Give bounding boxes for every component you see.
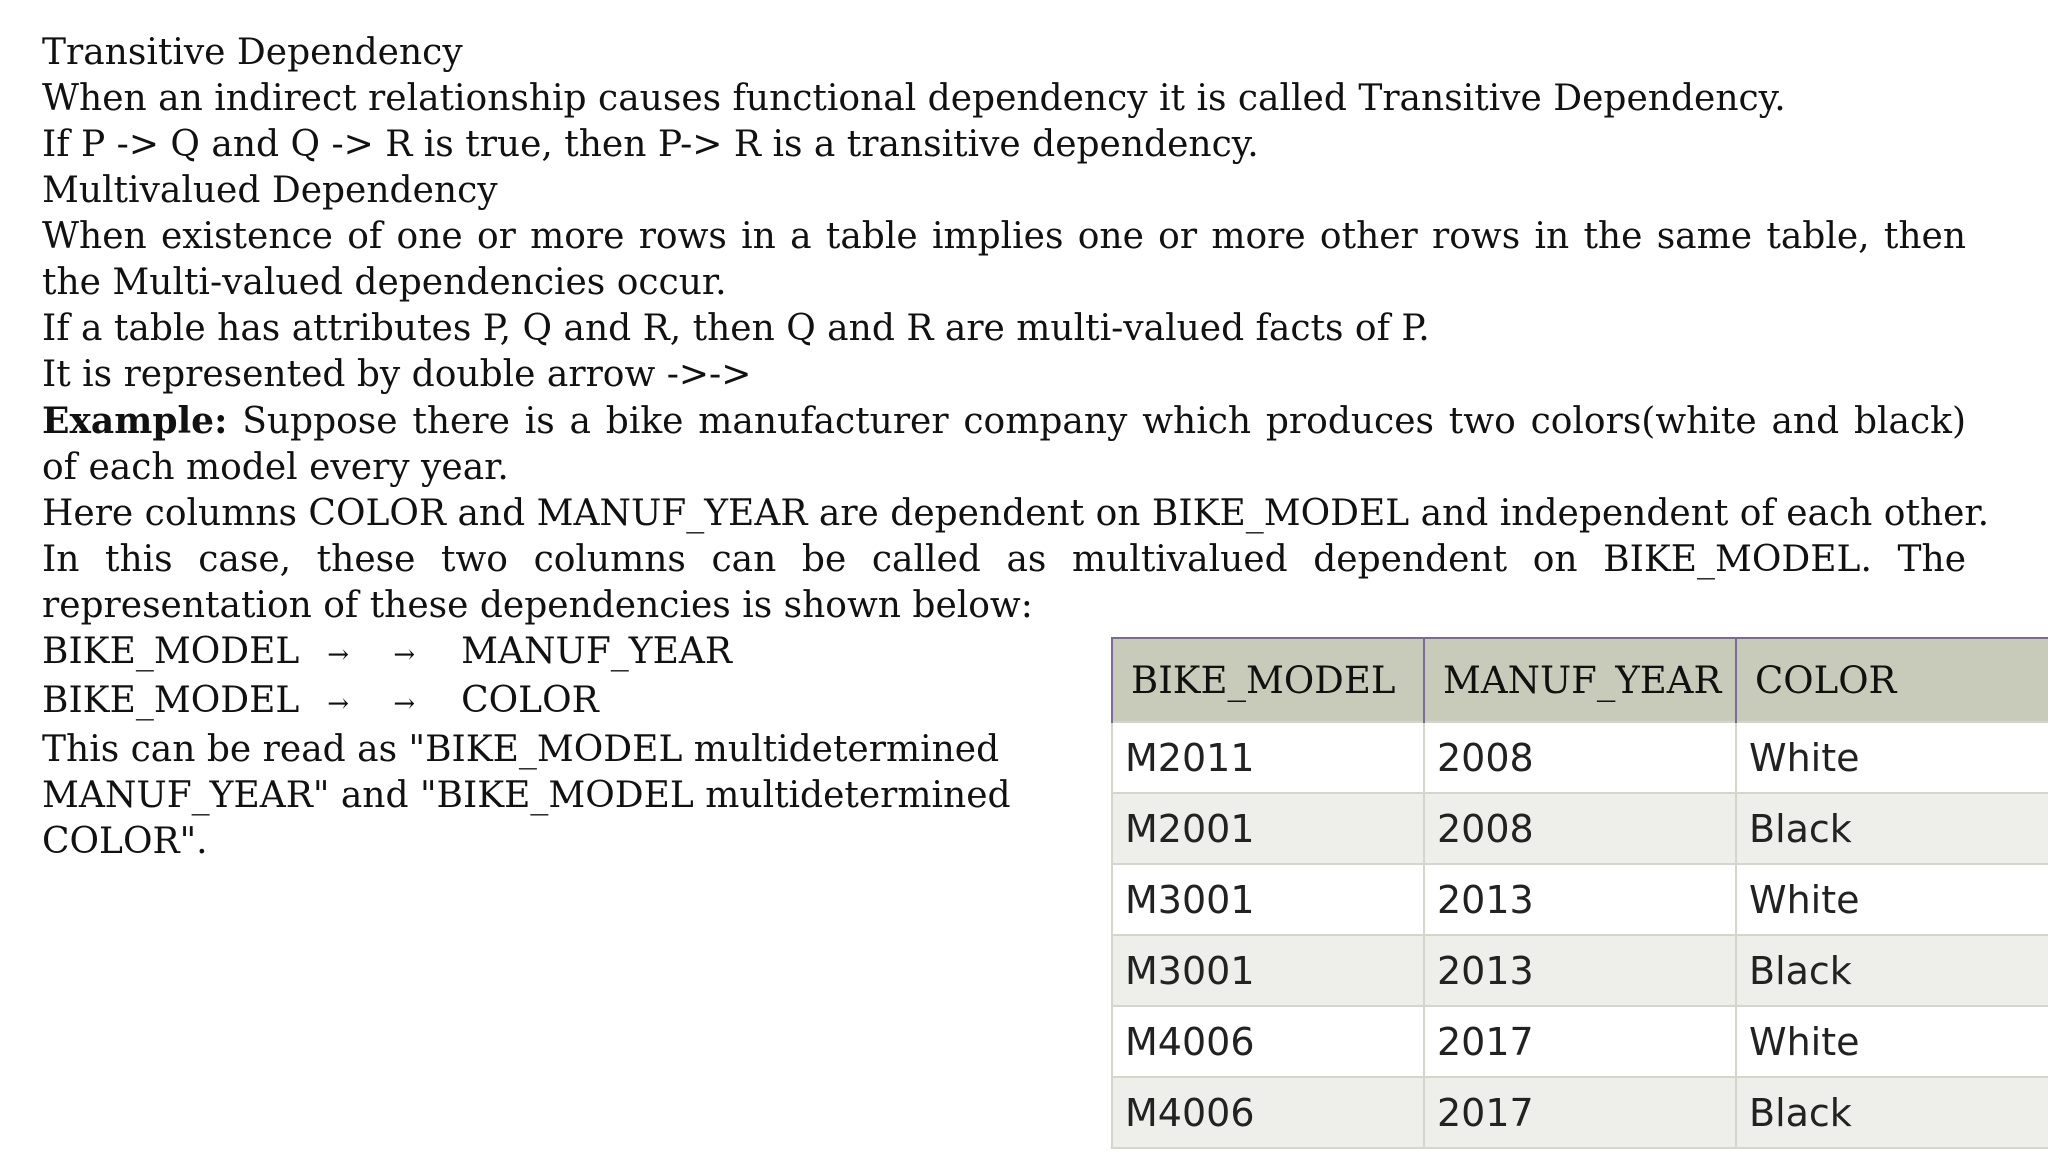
dependency-left: BIKE_MODEL — [42, 631, 300, 672]
multidetermined-note: This can be read as "BIKE_MODEL multidetermined MANUF_YEAR" and "BIKE_MODEL multidetermined COLOR". — [42, 729, 1011, 862]
column-header-color: COLOR — [1736, 638, 2048, 722]
multivalued-definition: When existence of one or more rows in a table implies one or more other rows in the same table, then the Multi-valued dependencies occur. — [42, 216, 1966, 303]
cell-manuf-year: 2008 — [1424, 793, 1736, 864]
cell-bike-model: M2001 — [1112, 793, 1424, 864]
cell-manuf-year: 2013 — [1424, 935, 1736, 1006]
transitive-example: If P -> Q and Q -> R is true, then P-> R is a transitive dependency. — [42, 124, 1259, 165]
cell-manuf-year: 2017 — [1424, 1006, 1736, 1077]
heading-multivalued-dependency: Multivalued Dependency — [42, 170, 498, 211]
cell-color: Black — [1736, 935, 2048, 1006]
example-label: Example: — [42, 400, 228, 442]
cell-color: White — [1736, 864, 2048, 935]
cell-color: White — [1736, 1006, 2048, 1077]
multivalued-notation: It is represented by double arrow ->-> — [42, 354, 752, 395]
cell-bike-model: M3001 — [1112, 864, 1424, 935]
column-header-bike-model: BIKE_MODEL — [1112, 638, 1424, 722]
example-text: Suppose there is a bike manufacturer company which produces two colors(white and black) of each model every year. — [42, 401, 1966, 488]
multivalued-attributes: If a table has attributes P, Q and R, then Q and R are multi-valued facts of P. — [42, 308, 1430, 349]
table-header-row — [1112, 638, 2048, 722]
transitive-definition: When an indirect relationship causes functional dependency it is called Transitive Dependency. — [42, 78, 1786, 119]
columns-dependency-note: Here columns COLOR and MANUF_YEAR are dependent on BIKE_MODEL and independent of each other. — [42, 493, 1990, 534]
cell-manuf-year: 2008 — [1424, 722, 1736, 793]
table-row — [1112, 864, 2048, 935]
heading-transitive-dependency: Transitive Dependency — [42, 32, 463, 73]
cell-color: Black — [1736, 1077, 2048, 1148]
table-row — [1112, 1006, 2048, 1077]
representation-paragraph: In this case, these two columns can be called as multivalued dependent on BIKE_MODEL. The representation of these dependencies is shown below: — [42, 539, 1966, 626]
cell-bike-model: M3001 — [1112, 935, 1424, 1006]
dependency-right: COLOR — [461, 680, 599, 721]
cell-bike-model: M4006 — [1112, 1077, 1424, 1148]
dependency-right: MANUF_YEAR — [461, 631, 732, 672]
example-paragraph — [42, 398, 1966, 491]
double-arrow-icon: → → — [327, 689, 434, 719]
dependency-left: BIKE_MODEL — [42, 680, 300, 721]
table-row — [1112, 793, 2048, 864]
cell-color: White — [1736, 722, 2048, 793]
cell-bike-model: M2011 — [1112, 722, 1424, 793]
cell-manuf-year: 2017 — [1424, 1077, 1736, 1148]
table-row — [1112, 722, 2048, 793]
cell-manuf-year: 2013 — [1424, 864, 1736, 935]
table-row — [1112, 1077, 2048, 1148]
table-row — [1112, 935, 2048, 1006]
column-header-manuf-year: MANUF_YEAR — [1424, 638, 1736, 722]
cell-color: Black — [1736, 793, 2048, 864]
double-arrow-icon: → → — [327, 640, 434, 670]
cell-bike-model: M4006 — [1112, 1006, 1424, 1077]
bike-table — [1111, 637, 2048, 1149]
